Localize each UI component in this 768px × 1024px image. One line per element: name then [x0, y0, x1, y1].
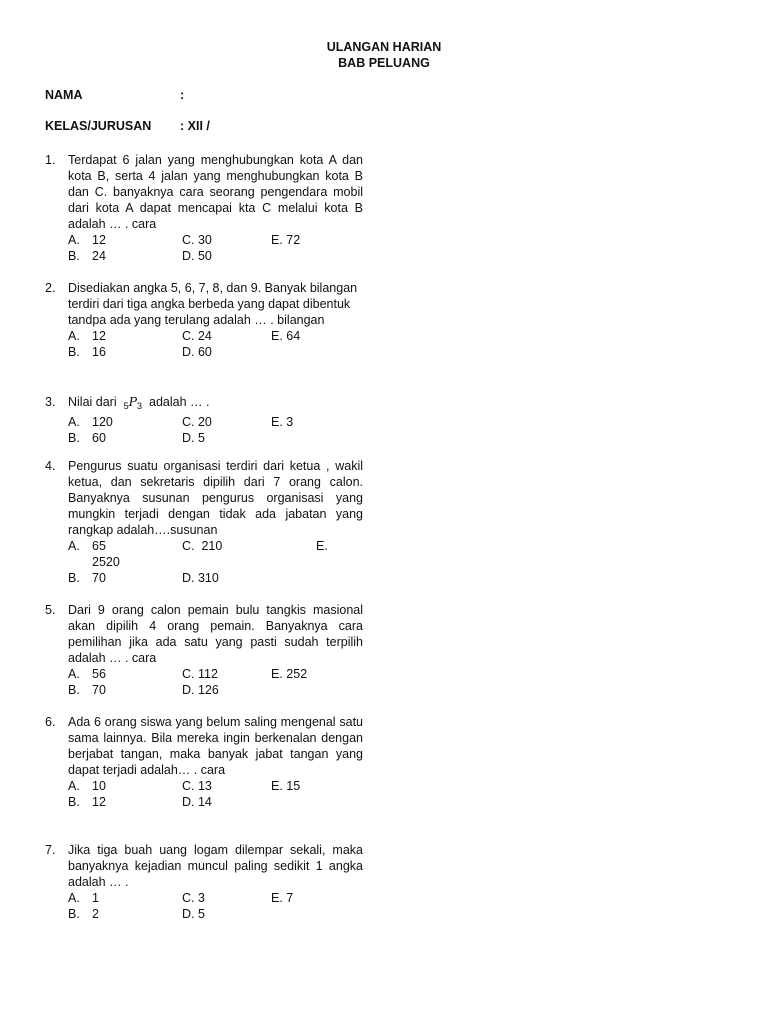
- option-c: C. 13: [182, 779, 212, 793]
- option-e: E. 7: [271, 891, 294, 905]
- question-number: 3.: [45, 395, 56, 409]
- answer-options: [68, 414, 363, 446]
- question-2: [45, 280, 363, 360]
- option-d: D. 60: [182, 345, 212, 359]
- option-b: B. 70: [68, 683, 106, 697]
- answer-options: [68, 666, 363, 698]
- option-c: C. 24: [182, 329, 212, 343]
- option-b: B. 70: [68, 571, 106, 585]
- question-number: 6.: [45, 715, 56, 729]
- option-b: B. 2: [68, 907, 99, 921]
- question-number: 5.: [45, 603, 56, 617]
- answer-options: [68, 890, 363, 922]
- field-label: NAMA: [45, 88, 83, 102]
- option-a: A. 120: [68, 415, 113, 429]
- document-title: ULANGAN HARIAN: [326, 40, 442, 54]
- option-e: E. 64: [271, 329, 301, 343]
- question-text: Pengurus suatu organisasi terdiri dari ketua , wakil ketua, dan sekretaris dipilih dari 7 orang calon. Banyaknya susunan pengurus organisasi yang mungkin terjadi dengan tidak ada jabatan yang rangkap adalah….susunan: [68, 459, 363, 537]
- option-b: B. 12: [68, 795, 106, 809]
- option-b: B. 16: [68, 345, 106, 359]
- field-value: :: [180, 88, 185, 102]
- option-c: C. 210: [182, 539, 223, 553]
- field-nama: [45, 88, 184, 102]
- option-a: A. 1: [68, 891, 99, 905]
- option-a: A. 12: [68, 233, 106, 247]
- option-e: E. 252: [271, 667, 308, 681]
- question-number: 1.: [45, 153, 56, 167]
- option-a: A. 56: [68, 667, 106, 681]
- question-1: [45, 152, 363, 264]
- option-c: C. 3: [182, 891, 205, 905]
- field-kelas: [45, 119, 210, 133]
- option-b: B. 60: [68, 431, 106, 445]
- field-label: KELAS/JURUSAN: [45, 119, 152, 133]
- question-text: Terdapat 6 jalan yang menghubungkan kota A dan kota B, serta 4 jalan yang menghubungkan kota B dan C. banyaknya cara seorang pengendara mobil dari kota A dapat mencapai kta C melalui kota B adalah … . cara: [68, 153, 363, 231]
- option-e: E. 3: [271, 415, 294, 429]
- option-b: B. 24: [68, 249, 106, 263]
- option-d: D. 310: [182, 571, 219, 585]
- option-e: E.: [316, 539, 328, 553]
- answer-options: [68, 232, 363, 264]
- question-text: Jika tiga buah uang logam dilempar sekali, maka banyaknya kejadian muncul paling sedikit 1 angka adalah … .: [68, 843, 363, 889]
- option-e: E. 72: [271, 233, 301, 247]
- field-value: : XII /: [180, 119, 210, 133]
- option-d: D. 126: [182, 683, 219, 697]
- question-text: Disediakan angka 5, 6, 7, 8, dan 9. Banyak bilangan terdiri dari tiga angka berbeda yang dapat dibentuk tandpa ada yang terulang adalah … . bilangan: [68, 281, 358, 327]
- option-d: D. 5: [182, 431, 205, 445]
- permutation-expression: $_5P_3$: [123, 394, 143, 411]
- question-3: [45, 394, 363, 446]
- question-5: [45, 602, 363, 698]
- option-d: D. 50: [182, 249, 212, 263]
- option-a: A. 12: [68, 329, 106, 343]
- question-number: 2.: [45, 281, 56, 295]
- answer-options: [68, 328, 363, 360]
- question-7: [45, 842, 363, 922]
- answer-options: [68, 538, 363, 586]
- option-c: C. 112: [182, 667, 218, 681]
- option-e: E. 15: [271, 779, 301, 793]
- option-d: D. 5: [182, 907, 205, 921]
- question-text: Ada 6 orang siswa yang belum saling mengenal satu sama lainnya. Bila mereka ingin berkenalan dengan berjabat tangan, maka banyak jabat tangan yang dapat terjadi adalah… . cara: [68, 715, 363, 777]
- option-a: A. 10: [68, 779, 106, 793]
- question-6: [45, 714, 363, 810]
- question-number: 4.: [45, 459, 56, 473]
- question-number: 7.: [45, 843, 56, 857]
- option-d: D. 14: [182, 795, 212, 809]
- option-c: C. 30: [182, 233, 212, 247]
- option-a: A. 65: [68, 539, 106, 553]
- answer-options: [68, 778, 363, 810]
- document-subtitle: BAB PELUANG: [338, 56, 430, 70]
- option-e-value: 2520: [92, 555, 120, 569]
- option-c: C. 20: [182, 415, 212, 429]
- question-4: [45, 458, 363, 586]
- question-text: Dari 9 orang calon pemain bulu tangkis masional akan dipilih 4 orang pemain. Banyaknya cara pemilihan jika ada satu yang pasti sudah terpilih adalah … . cara: [68, 603, 363, 665]
- question-text: Nilai dari $_5P_3$ adalah … .: [68, 394, 210, 411]
